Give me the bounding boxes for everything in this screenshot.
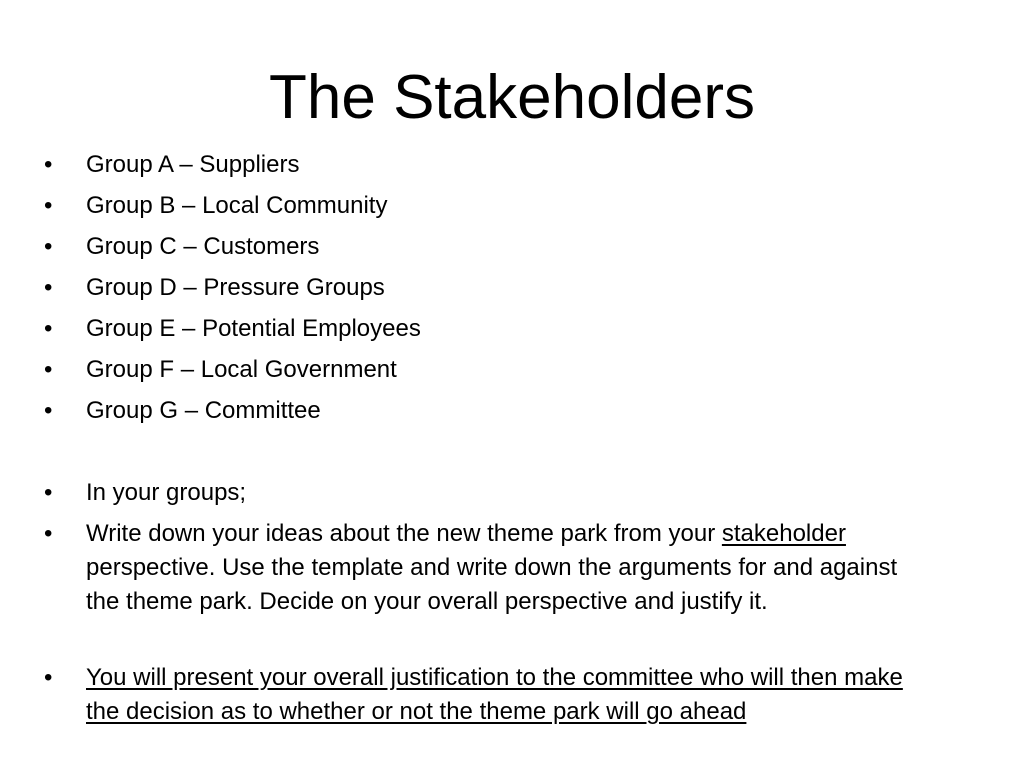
bullet-icon: • <box>44 356 53 383</box>
bullet-icon: • <box>44 479 53 506</box>
group-label: Group F – Local Government <box>86 356 397 383</box>
bullet-icon: • <box>44 315 53 342</box>
group-label: Group B – Local Community <box>86 192 388 219</box>
bullet-icon: • <box>44 397 53 424</box>
stakeholder-underlined-text: stakeholder <box>721 520 846 547</box>
group-label: Group A – Suppliers <box>86 151 300 178</box>
bullet-icon: • <box>44 520 53 547</box>
group-label: Group E – Potential Employees <box>86 315 421 342</box>
group-label: Group G – Committee <box>86 397 321 424</box>
slide-title: The Stakeholders <box>269 63 755 132</box>
bullet-icon: • <box>44 664 53 691</box>
group-label: Group C – Customers <box>86 233 320 260</box>
instruction-write-text <box>86 517 926 619</box>
instruction-present-text: You will present your overall justification to the committee who will then make the decision as to whether or not the theme park will go ahead <box>86 664 903 725</box>
instruction-write-suffix: perspective. Use the template and write down the arguments for and against the theme park. Decide on your overall perspective and justify it. <box>86 554 898 615</box>
instruction-intro-text: In your groups; <box>86 479 247 506</box>
bullet-icon: • <box>44 233 53 260</box>
group-label: Group D – Pressure Groups <box>86 274 385 301</box>
bullet-icon: • <box>44 192 53 219</box>
bullet-icon: • <box>44 274 53 301</box>
bullet-icon: • <box>44 151 53 178</box>
instruction-write-prefix: Write down your ideas about the new theme park from your <box>86 520 716 547</box>
